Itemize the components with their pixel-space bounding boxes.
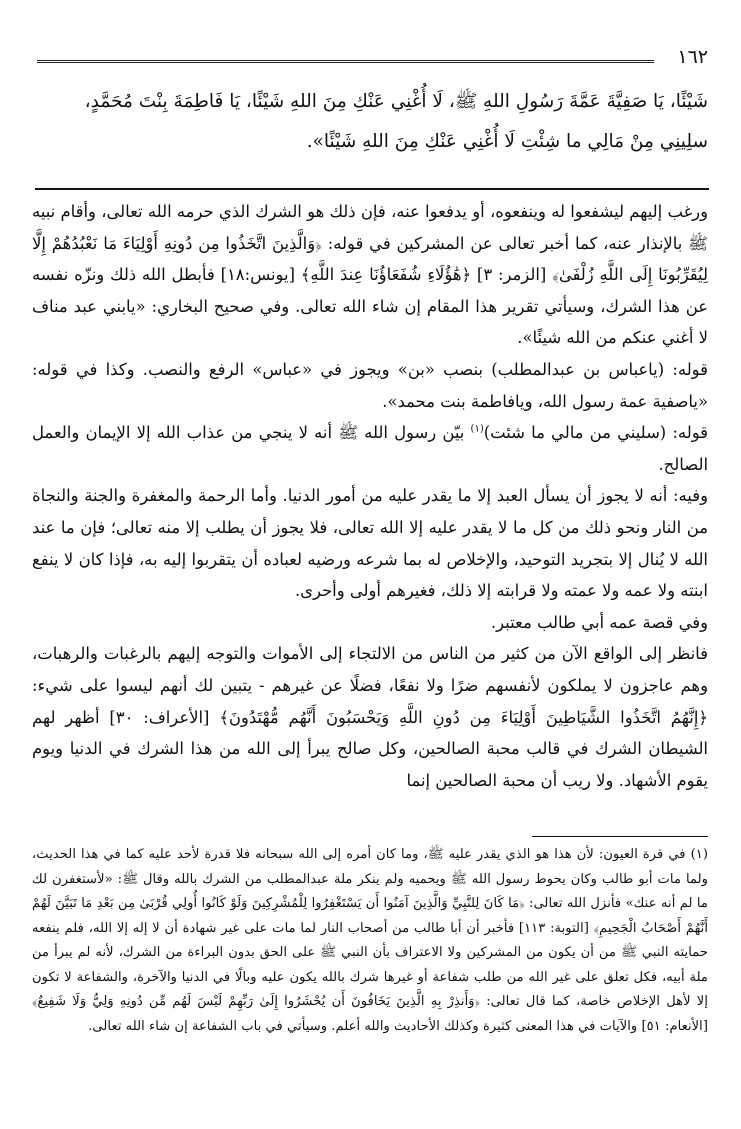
footnote-reference[interactable]: (١) [470,423,484,435]
paragraph: وفي قصة عمه أبي طالب معتبر. [490,612,708,632]
paragraph-text: قوله: (سليني من مالي ما شئت) [483,423,708,443]
page-header [37,46,708,70]
paragraph-text: بيّن رسول الله ﷺ أنه لا ينجي من عذاب الله إلا الإيمان والعمل الصالح. [32,423,708,474]
hadith-continuation [32,82,708,162]
page-number: ١٦٢ [677,46,708,68]
paragraph: ورغب إليهم ليشفعوا له وينفعوه، أو يدفعوا عنه، فإن ذلك هو الشرك الذي حرمه الله تعالى، وأقام نبيه ﷺ بالإنذار عنه، كما أخبر تعالى عن المشركين في قوله: ﴿وَالَّذِينَ اتَّخَذُوا مِن دُونِهِ أَوْلِيَاءَ مَا نَعْبُدُهُمْ إِلَّا لِيُقَرِّبُونَا إِلَى اللَّهِ زُلْفَىٰ﴾ [الزمر: ٣] ﴿هَٰؤُلَاءِ شُفَعَاؤُنَا عِندَ اللَّهِ﴾ [يونس:١٨] فأبطل الله ذلك ونزّه نفسه عن هذا الشرك، وسيأتي تقرير هذا المقام إن شاء الله تعالى. وفي صحيح البخاري: «يابني عبد مناف لا أغني عنكم من الله شيئًا». [32,202,708,348]
footnote-divider [532,836,708,837]
paragraph: قوله: (ياعباس بن عبدالمطلب) بنصب «بن» ويجوز في «عباس» الرفع والنصب. وكذا في قوله: «ياصفية عمة رسول الله، ويافاطمة بنت محمد». [32,359,708,411]
footnote-1: (١) في قرة العيون: لأن هذا هو الذي يقدر عليه ﷺ، وما كان أمره إلى الله سبحانه فلا قدرة لأحد عليه كما في هذا الحديث، ولما مات أبو طالب وكان يحوط رسول الله ﷺ ويحميه ولم ينكر ملة عبدالمطلب من الشرك بالله وقال ﷺ: «لأستغفرن لك ما لم أنه عنك» فأنزل الله تعالى: ﴿مَا كَانَ لِلنَّبِيِّ وَالَّذِينَ آمَنُوا أَن يَسْتَغْفِرُوا لِلْمُشْرِكِينَ وَلَوْ كَانُوا أُولِي قُرْبَىٰ مِن بَعْدِ مَا تَبَيَّنَ لَهُمْ أَنَّهُمْ أَصْحَابُ الْجَحِيمِ﴾ [التوبة: ١١٣] فأخبر أن أبا طالب من أصحاب النار لما مات على غير شهادة أن لا إله إلا الله، فلم ينفعه حمايته النبي ﷺ من أن يكون من المشركين ولا الاعتراف بأن النبي ﷺ على الحق بدون البراءة من الشرك، لأنه لم يبرأ من ملة أبيه، فكل تعلق على غير الله من طلب شفاعة أو غيرها شرك بالله يكون عليه وبالًا في الدنيا والآخرة، والشفاعة لا تكون إلا لأهل الإخلاص خاصة، كما قال تعالى: ﴿وَأَنذِرْ بِهِ الَّذِينَ يَخَافُونَ أَن يُحْشَرُوا إِلَىٰ رَبِّهِمْ لَيْسَ لَهُم مِّن دُونِهِ وَلِيٌّ وَلَا شَفِيعٌ﴾ [الأنعام: ٥١] والآيات في هذا المعنى كثيرة وكذلك الأحاديث والله أعلم. وسيأتي في باب الشفاعة إن شاء الله تعالى. [32,847,709,1034]
paragraph [32,417,708,480]
header-rule [37,60,654,63]
paragraph: فانظر إلى الواقع الآن من كثير من الناس من الالتجاء إلى الأموات والتوجه إليهم بالرغبات والرهبات، وهم عاجزون لا يملكون لأنفسهم ضرًا ولا نفعًا، فضلًا عن غيرهم - يتبين لك أنهم ليسوا على شيء: ﴿إِنَّهُمُ اتَّخَذُوا الشَّيَاطِينَ أَوْلِيَاءَ مِن دُونِ اللَّهِ وَيَحْسَبُونَ أَنَّهُم مُّهْتَدُونَ﴾ [الأعراف: ٣٠] أظهر لهم الشيطان الشرك في قالب محبة الصالحين، وكل صالح يبرأ إلى الله من هذا الشرك في الدنيا ويوم يقوم الأشهاد. ولا ريب أن محبة الصالحين إنما [32,644,708,790]
commentary-body [32,196,708,796]
paragraph: وفيه: أنه لا يجوز أن يسأل العبد إلا ما يقدر عليه من أمور الدنيا. وأما الرحمة والمغفرة والجنة والنجاة من النار ونحو ذلك من كل ما لا يقدر عليه إلا الله تعالى، فلا يجوز أن يطلب إلا منه تعالى؛ فإن ما عند الله لا يُنال إلا بتجريد التوحيد، والإخلاص له بما شرعه ورضيه لعباده أن يتقربوا إليه به، فإذا كان لا ينفع ابنته ولا عمه ولا عمته ولا قرابته إلا ذلك، فغيرهم أولى وأحرى. [32,486,708,601]
hadith-line-1: شَيْئًا، يَا صَفِيَّةَ عَمَّةَ رَسُولِ اللهِ ﷺ، لَا أُغْنِي عَنْكِ مِنَ اللهِ شَيْئًا، يَا فَاطِمَةَ بِنْتَ مُحَمَّدٍ، [84,91,708,112]
footnotes [32,843,708,1039]
hadith-line-2: سلِينِي مِنْ مَالِي ما شِئْتِ لَا أُغْنِي عَنْكِ مِنَ اللهِ شَيْئًا». [306,131,708,152]
section-divider [35,188,709,190]
